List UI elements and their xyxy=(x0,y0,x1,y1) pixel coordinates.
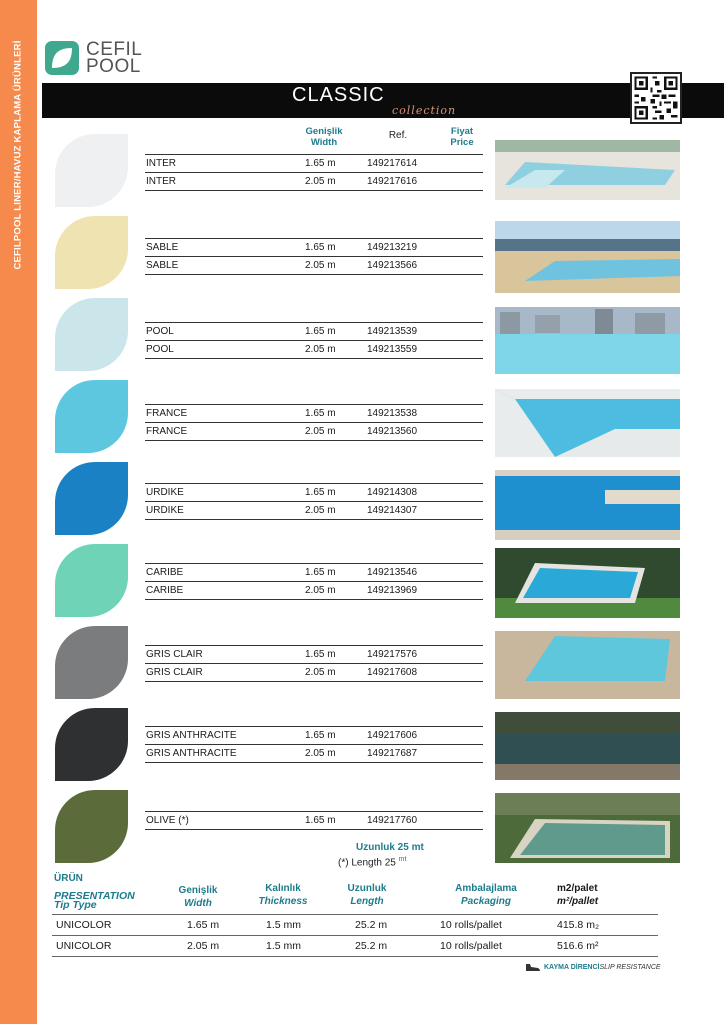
table-row: FRANCE 2.05 m 149213560 xyxy=(145,422,483,440)
logo-leaf-icon xyxy=(44,40,80,76)
col-price-header: Fiyat Price xyxy=(450,126,474,148)
slip-resistance: KAYMA DİRENCİ SLIP RESISTANCE xyxy=(525,962,661,972)
swatch-inter xyxy=(55,134,128,207)
swatch-pool xyxy=(55,298,128,371)
row-divider xyxy=(145,274,483,275)
table-row: GRIS ANTHRACITE 1.65 m 149217606 xyxy=(145,726,483,744)
pool-photo-gris-clair xyxy=(495,631,680,699)
row-divider xyxy=(145,190,483,191)
qr-code-icon[interactable] xyxy=(630,72,682,124)
swatch-gris-anthracite xyxy=(55,708,128,781)
table-row: POOL 1.65 m 149213539 xyxy=(145,322,483,340)
table-row: FRANCE 1.65 m 149213538 xyxy=(145,404,483,422)
swatch-france xyxy=(55,380,128,453)
table-row: OLIVE (*) 1.65 m 149217760 xyxy=(145,811,483,829)
row-divider xyxy=(145,829,483,830)
table-row: UNICOLOR 1.65 m 1.5 mm 25.2 m 10 rolls/pallet 415.8 m₂ xyxy=(52,914,658,935)
row-divider xyxy=(145,762,483,763)
row-divider xyxy=(145,681,483,682)
table-row: POOL 2.05 m 149213559 xyxy=(145,340,483,358)
spec-m2-header: m2/palet m²/pallet xyxy=(557,883,599,907)
pool-photo-urdike xyxy=(495,470,680,540)
table-row: INTER 1.65 m 149217614 xyxy=(145,154,483,172)
table-row: URDIKE 2.05 m 149214307 xyxy=(145,501,483,519)
collection-subtitle: collection xyxy=(392,104,457,117)
table-row: GRIS ANTHRACITE 2.05 m 149217687 xyxy=(145,744,483,762)
pool-photo-inter xyxy=(495,140,680,200)
pool-photo-olive xyxy=(495,793,680,863)
table-row: UNICOLOR 2.05 m 1.5 mm 25.2 m 10 rolls/pallet 516.6 m² xyxy=(52,935,658,956)
swatch-olive xyxy=(55,790,128,863)
row-divider xyxy=(145,358,483,359)
spec-width-header: Genişlik Width xyxy=(178,885,218,909)
logo-line1: CEFIL xyxy=(86,39,143,60)
pool-photo-gris-anthracite xyxy=(495,712,680,780)
swatch-urdike xyxy=(55,462,128,535)
row-divider xyxy=(145,599,483,600)
pool-photo-france xyxy=(495,389,680,457)
table-row: SABLE 2.05 m 149213566 xyxy=(145,256,483,274)
swatch-gris-clair xyxy=(55,626,128,699)
pool-photo-sable xyxy=(495,221,680,293)
row-divider xyxy=(52,956,658,957)
col-ref-header: Ref. xyxy=(388,130,408,141)
table-row: GRIS CLAIR 1.65 m 149217576 xyxy=(145,645,483,663)
table-row: URDIKE 1.65 m 149214308 xyxy=(145,483,483,501)
table-row: GRIS CLAIR 2.05 m 149217608 xyxy=(145,663,483,681)
length-note-en: (*) Length 25 $^{mt}$ xyxy=(338,856,407,869)
row-divider xyxy=(145,519,483,520)
col-width-header: Genişlik Width xyxy=(305,126,343,148)
length-note-tr: Uzunluk 25 mt xyxy=(356,842,424,853)
row-divider xyxy=(145,440,483,441)
table-row: INTER 2.05 m 149217616 xyxy=(145,172,483,190)
swatch-sable xyxy=(55,216,128,289)
table-row: CARIBE 1.65 m 149213546 xyxy=(145,563,483,581)
logo xyxy=(44,40,142,76)
logo-line2: POOL xyxy=(86,56,141,77)
collection-title: CLASSIC xyxy=(292,84,385,106)
urun-label: ÜRÜN xyxy=(54,873,83,884)
swatch-caribe xyxy=(55,544,128,617)
spec-thickness-header: Kalınlık Thickness xyxy=(258,883,308,907)
pool-photo-caribe xyxy=(495,548,680,618)
tip-type-label: Tip Type xyxy=(54,899,97,911)
side-label: CEFILPOOL LINER/HAVUZ KAPLAMA ÜRÜNLERİ xyxy=(12,40,24,270)
pool-photo-pool xyxy=(495,307,680,374)
table-row: CARIBE 2.05 m 149213969 xyxy=(145,581,483,599)
shoe-icon xyxy=(525,962,541,972)
presentation-label: PRESENTATION xyxy=(54,890,135,902)
spec-packaging-header: Ambalajlama Packaging xyxy=(455,883,517,907)
spec-length-header: Uzunluk Length xyxy=(347,883,387,907)
table-row: SABLE 1.65 m 149213219 xyxy=(145,238,483,256)
